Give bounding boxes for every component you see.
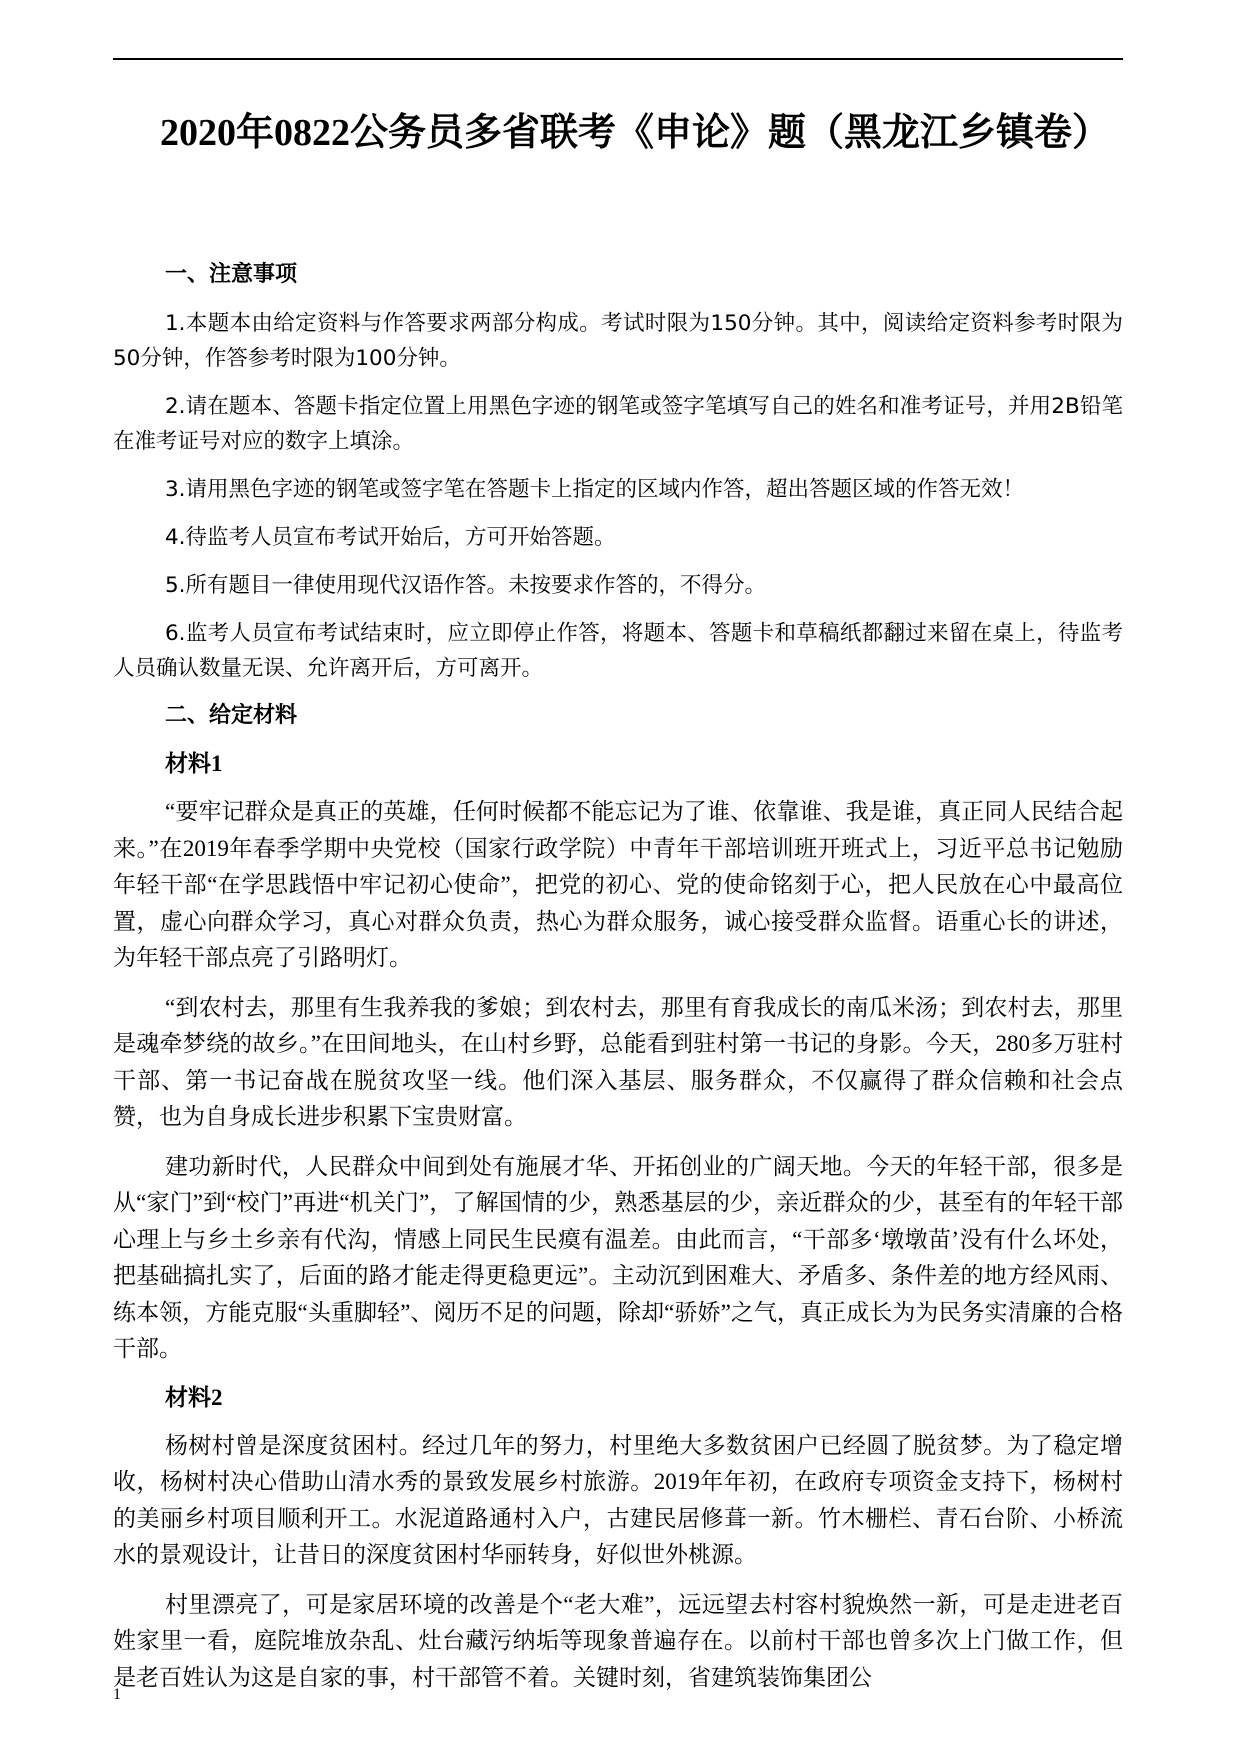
notice-item: 3.请用黑色字迹的钢笔或签字笔在答题卡上指定的区域内作答，超出答题区域的作答无效！ [165,477,1025,502]
material-1-label: 材料1 [165,751,223,776]
header-rule [113,58,1123,60]
notice-item: 4.待监考人员宣布考试开始后，方可开始答题。 [165,525,616,550]
notice-item: 6.监考人员宣布考试结束时，应立即停止作答，将题本、答题卡和草稿纸都翻过来留在桌上，待监考人员确认数量无误、允许离开后，方可离开。 [113,621,1123,681]
page-number: 1 [113,1686,121,1703]
section-heading-materials: 二、给定材料 [165,703,298,728]
material-paragraph: 建功新时代，人民群众中间到处有施展才华、开拓创业的广阔天地。今天的年轻干部，很多是从“家门”到“校门”再进“机关门”，了解国情的少，熟悉基层的少，亲近群众的少，甚至有的年轻干部心理上与乡土乡亲有代沟，情感上同民生民瘼有温差。由此而言，“干部多‘墩墩苗’没有什么坏处，把基础搞扎实了，后面的路才能走得更稳更远”。主动沉到困难大、矛盾多、条件差的地方经风雨、练本领，方能克服“头重脚轻”、阅历不足的问题，除却“骄娇”之气，真正成长为为民务实清廉的合格干部。 [113,1153,1123,1361]
material-2-label: 材料2 [165,1384,223,1410]
notice-item: 1.本题本由给定资料与作答要求两部分构成。考试时限为150分钟。其中，阅读给定资料参考时限为50分钟，作答参考时限为100分钟。 [113,311,1123,371]
notice-item: 2.请在题本、答题卡指定位置上用黑色字迹的钢笔或签字笔填写自己的姓名和准考证号，并用2B铅笔在准考证号对应的数字上填涂。 [113,394,1123,454]
document-title: 2020年0822公务员多省联考《申论》题（黑龙江乡镇卷） [159,112,1110,154]
section-heading-notes: 一、注意事项 [165,262,298,287]
material-paragraph: 杨树村曾是深度贫困村。经过几年的努力，村里绝大多数贫困户已经圆了脱贫梦。为了稳定增收，杨树村决心借助山清水秀的景致发展乡村旅游。2019年年初，在政府专项资金支持下，杨树村的美丽乡村项目顺利开工。水泥道路通村入户，古建民居修葺一新。竹木栅栏、青石台阶、小桥流水的景观设计，让昔日的深度贫困村华丽转身，好似世外桃源。 [113,1432,1123,1567]
material-paragraph: “要牢记群众是真正的英雄，任何时候都不能忘记为了谁、依靠谁、我是谁，真正同人民结合起来。”在2019年春季学期中央党校（国家行政学院）中青年干部培训班开班式上，习近平总书记勉励年轻干部“在学思践悟中牢记初心使命”，把党的初心、党的使命铭刻于心，把人民放在心中最高位置，虚心向群众学习，真心对群众负责，热心为群众服务，诚心接受群众监督。语重心长的讲述，为年轻干部点亮了引路明灯。 [113,799,1123,970]
notice-item: 5.所有题目一律使用现代汉语作答。未按要求作答的，不得分。 [165,573,767,598]
document-body [113,258,1123,1709]
material-paragraph: “到农村去，那里有生我养我的爹娘；到农村去，那里有育我成长的南瓜米汤；到农村去，那里是魂牵梦绕的故乡。”在田间地头，在山村乡野，总能看到驻村第一书记的身影。今天，280多万驻村干部、第一书记奋战在脱贫攻坚一线。他们深入基层、服务群众，不仅赢得了群众信赖和社会点赞，也为自身成长进步积累下宝贵财富。 [113,994,1123,1129]
material-paragraph: 村里漂亮了，可是家居环境的改善是个“老大难”，远远望去村容村貌焕然一新，可是走进老百姓家里一看，庭院堆放杂乱、灶台藏污纳垢等现象普遍存在。以前村干部也曾多次上门做工作，但是老百姓认为这是自家的事，村干部管不着。关键时刻，省建筑装饰集团公 [113,1591,1123,1690]
